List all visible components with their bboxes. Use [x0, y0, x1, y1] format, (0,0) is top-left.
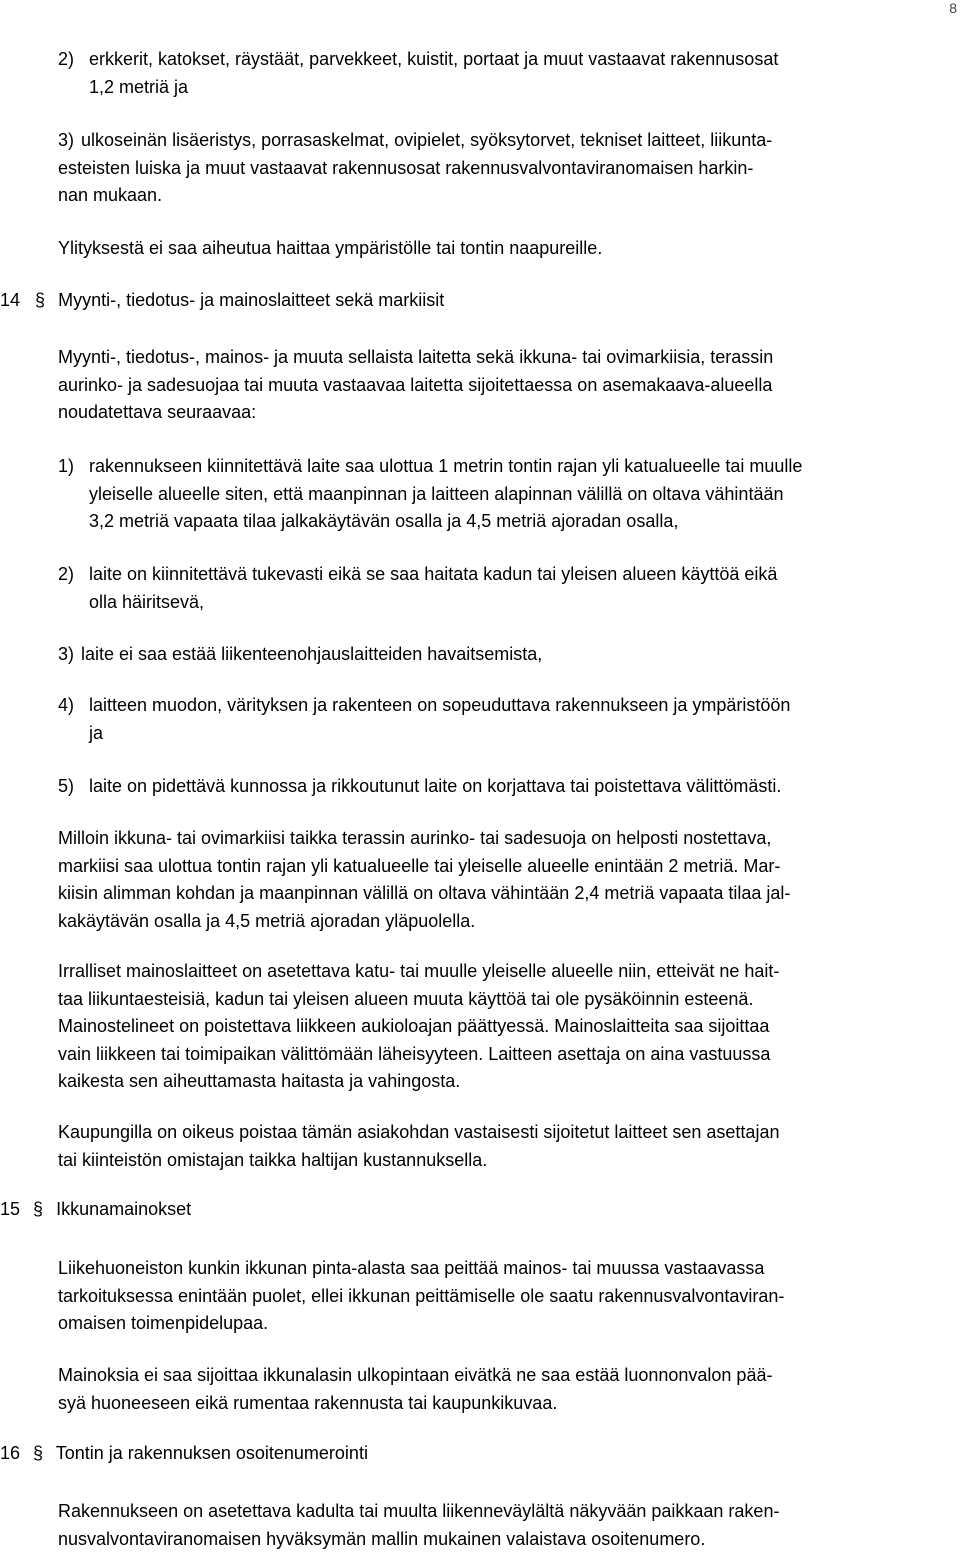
list-item-number: 2)	[58, 49, 75, 69]
page-number: 8	[949, 0, 957, 16]
paragraph: Rakennukseen on asetettava kadulta tai muulta liikenneväylältä näkyvään paikkaan raken- nusvalvontaviranomaisen hyväksymän mallin mukainen valaistava osoitenumero.	[58, 1501, 780, 1549]
list-item-number: 1)	[58, 456, 75, 476]
list-item-text: ulkoseinän lisäeristys, porrasaskelmat, ovipielet, syöksytorvet, tekniset laitteet, liikunta- esteisten luiska ja muut vastaavat rakennusosat rakennusvalvontaviranomaisen harkin- nan mukaan.	[58, 130, 773, 205]
section-symbol: §	[33, 1199, 44, 1219]
list-item	[58, 692, 790, 747]
paragraph: Ylityksestä ei saa aiheutua haittaa ympäristölle tai tontin naapureille.	[58, 238, 603, 258]
section-heading	[0, 1440, 368, 1467]
paragraph: Milloin ikkuna- tai ovimarkiisi taikka terassin aurinko- tai sadesuoja on helposti nostettava, markiisi saa ulottua tontin rajan yli katualueelle tai yleiselle alueelle enintään 2 metriä. Mar- kiisin alimman kohdan ja maanpinnan välillä on oltava vähintään 2,4 metriä vapaata tilaa jal- kakäytävän osalla ja 4,5 metriä ajoradan yläpuolella.	[58, 828, 791, 931]
list-item	[58, 127, 772, 210]
paragraph: Irralliset mainoslaitteet on asetettava katu- tai muulle yleiselle alueelle niin, etteivät ne hait- taa liikuntaesteisiä, kadun tai yleisen alueen muuta käyttöä tai ole pysäköinnin esteenä. Mainostelineet on poistettava liikkeen aukioloajan päättyessä. Mainoslaitteita saa sijoittaa vain liikkeen tai toimipaikan välittömään läheisyyteen. Laitteen asettaja on aina vastuussa kaikesta sen aiheuttamasta haitasta ja vahingosta.	[58, 961, 780, 1091]
list-item	[58, 453, 802, 536]
section-number: 16	[0, 1443, 21, 1463]
paragraph: Mainoksia ei saa sijoittaa ikkunalasin ulkopintaan eivätkä ne saa estää luonnonvalon pää- syä huoneeseen eikä rumentaa rakennusta tai kaupunkikuvaa.	[58, 1365, 773, 1413]
paragraph: Myynti-, tiedotus-, mainos- ja muuta sellaista laitetta sekä ikkuna- tai ovimarkiisia, terassin aurinko- ja sadesuojaa tai muuta vastaavaa laitetta sijoitettaessa on asemakaava-alueella noudatettava seuraavaa:	[58, 347, 774, 422]
section-number: 15	[0, 1199, 21, 1219]
list-item-number: 5)	[58, 776, 75, 796]
list-item	[58, 561, 777, 616]
section-heading	[0, 1196, 191, 1223]
list-item	[58, 773, 781, 801]
paragraph: Liikehuoneiston kunkin ikkunan pinta-alasta saa peittää mainos- tai muussa vastaavassa tarkoituksessa enintään puolet, ellei ikkunan peittämiselle ole saatu rakennusvalvontaviran- omaisen toimenpidelupaa.	[58, 1258, 785, 1333]
paragraph: Kaupungilla on oikeus poistaa tämän asiakohdan vastaisesti sijoitetut laitteet sen asettajan tai kiinteistön omistajan taikka haltijan kustannuksella.	[58, 1122, 780, 1170]
section-title: Ikkunamainokset	[56, 1199, 192, 1219]
section-symbol: §	[33, 1443, 44, 1463]
section-title: Tontin ja rakennuksen osoitenumerointi	[55, 1443, 368, 1463]
list-item-text: erkkerit, katokset, räystäät, parvekkeet, kuistit, portaat ja muut vastaavat rakennusosat 1,2 metriä ja	[89, 49, 779, 97]
list-item-text: laitteen muodon, värityksen ja rakenteen on sopeuduttava rakennukseen ja ympäristöön ja	[89, 695, 791, 743]
list-item-text: laite on pidettävä kunnossa ja rikkoutunut laite on korjattava tai poistettava välittömästi.	[89, 776, 782, 796]
list-item-number: 4)	[58, 695, 75, 715]
list-item-text: rakennukseen kiinnitettävä laite saa ulottua 1 metrin tontin rajan yli katualueelle tai muulle yleiselle alueelle siten, että maanpinnan ja laitteen alapinnan välillä on oltava vähintään 3,2 metriä vapaata tilaa jalkakäytävän osalla ja 4,5 metriä ajoradan osalla,	[89, 456, 803, 531]
list-item	[58, 46, 778, 101]
list-item-text: laite on kiinnitettävä tukevasti eikä se saa haitata kadun tai yleisen alueen käyttöä eikä olla häiritsevä,	[89, 564, 778, 612]
list-item-number: 3)	[58, 644, 75, 664]
section-symbol: §	[35, 290, 46, 310]
list-item	[58, 641, 542, 669]
list-item-number: 3)	[58, 130, 75, 150]
list-item-text: laite ei saa estää liikenteenohjauslaitteiden havaitsemista,	[81, 644, 543, 664]
section-number: 14	[0, 290, 21, 310]
list-item-number: 2)	[58, 564, 75, 584]
section-title: Myynti-, tiedotus- ja mainoslaitteet sekä markiisit	[58, 290, 445, 310]
section-heading	[0, 287, 444, 314]
